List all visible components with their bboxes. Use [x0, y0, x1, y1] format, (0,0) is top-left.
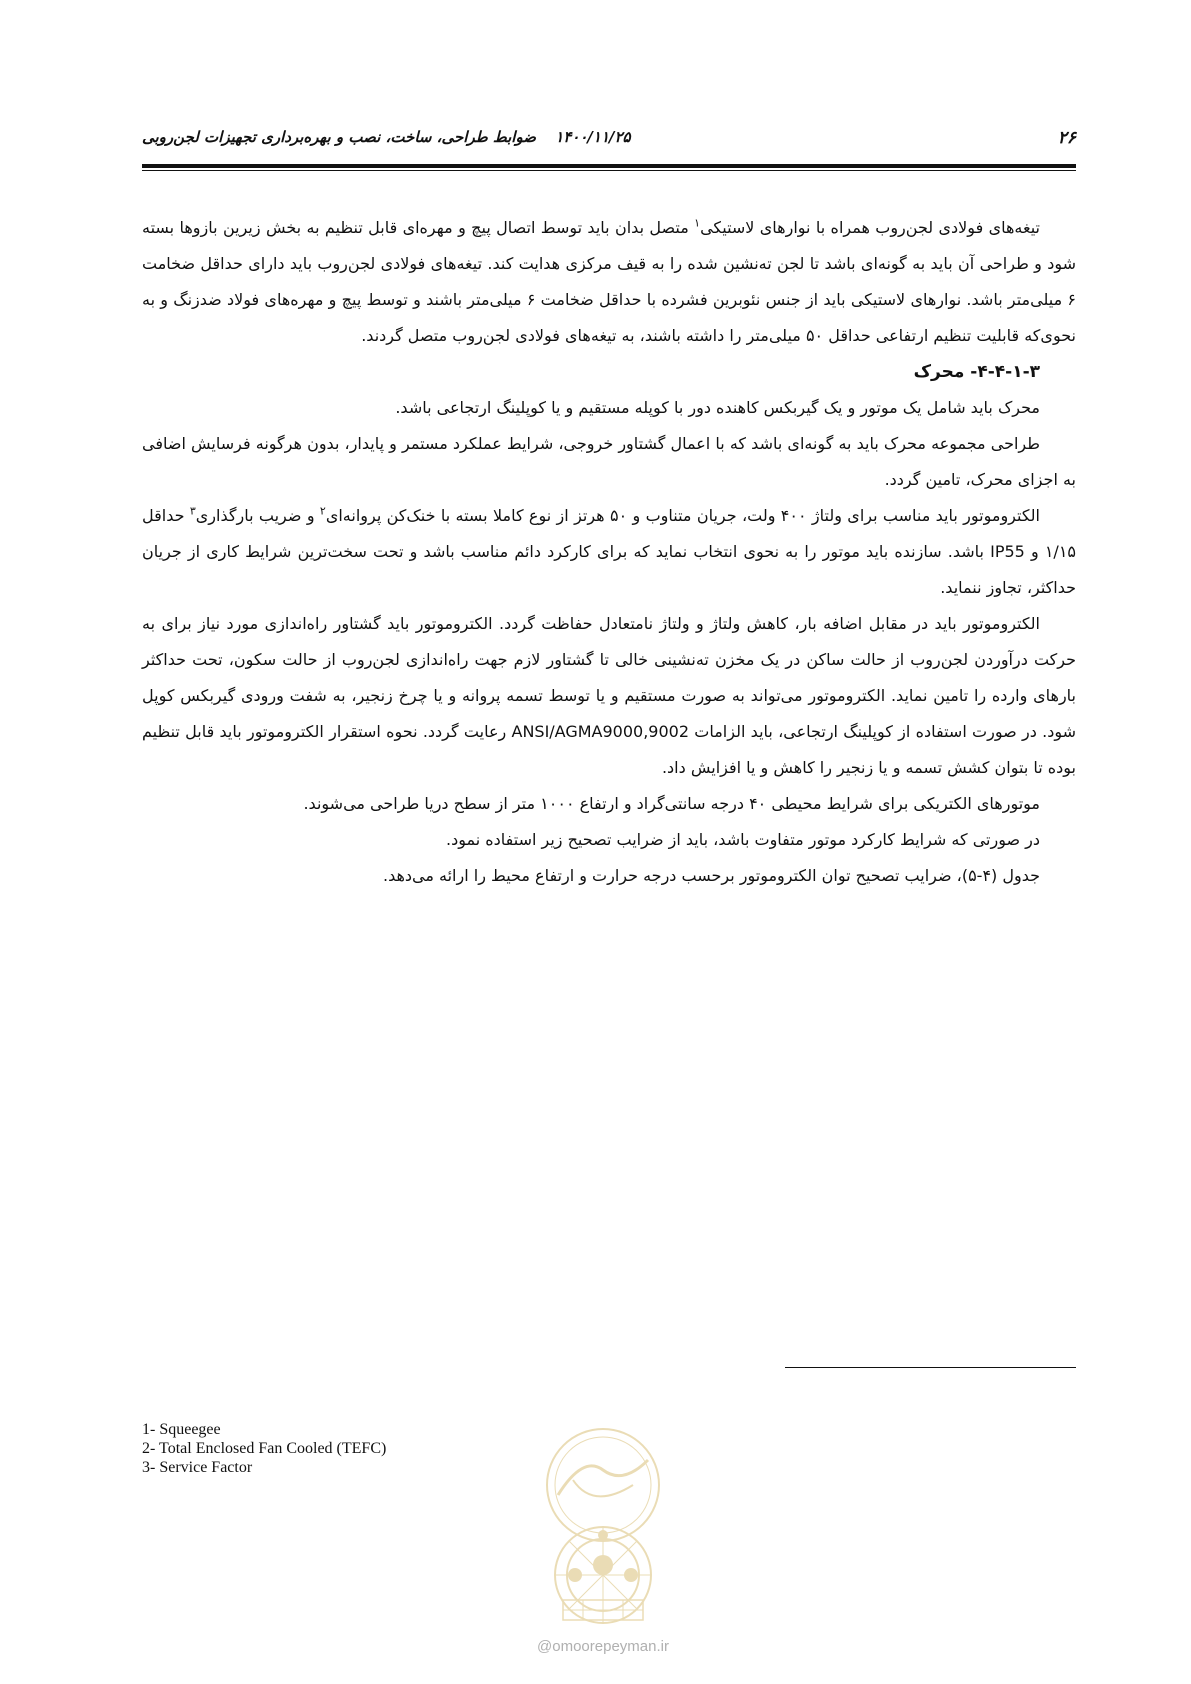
footnote-ref[interactable]: ۳ — [189, 504, 196, 518]
watermark-url: @omoorepeyman.ir — [537, 1638, 669, 1655]
header-rule-thick — [142, 164, 1076, 168]
footnote-3: 3- Service Factor — [142, 1459, 253, 1476]
paragraph-text: تیغه‌های فولادی لجن‌روب همراه با نوارهای لاستیکی — [700, 218, 1040, 237]
section-heading: ۴-۴-۱-۳- محرک — [913, 362, 1040, 382]
seal-icon — [503, 1425, 703, 1635]
paragraph: موتورهای الکتریکی برای شرایط محیطی ۴۰ درجه سانتی‌گراد و ارتفاع ۱۰۰۰ متر از سطح دریا طراحی می‌شوند. — [303, 794, 1040, 813]
footnote-ref[interactable]: ۲ — [319, 504, 326, 518]
footnote-separator — [785, 1367, 1076, 1368]
header-date: ۱۴۰۰/۱۱/۲۵ — [555, 128, 631, 146]
paragraph: جدول (۴-۵)، ضرایب تصحیح توان الکتروموتور برحسب درجه حرارت و ارتفاع محیط را ارائه می‌دهد. — [382, 866, 1040, 885]
page-number: ۲۶ — [1057, 128, 1076, 148]
header-title: ضوابط طراحی، ساخت، نصب و بهره‌برداری تجهیزات لجن‌روبی — [142, 128, 536, 146]
paragraph: محرک باید شامل یک موتور و یک گیربکس کاهنده دور با کوپله مستقیم و یا کوپلینگ ارتجاعی باشد. — [395, 398, 1040, 417]
paragraph-text: حداقل ۱/۱۵ و IP55 باشد. سازنده باید موتور را به نحوی انتخاب نماید که برای کارکرد دائم مناسب باشد و تحت سخت‌ترین شرایط کاری از جریان حداکثر، تجاوز ننماید. — [142, 506, 1076, 597]
paragraph: طراحی مجموعه محرک باید به گونه‌ای باشد که با اعمال گشتاور خروجی، شرایط عملکرد مستمر و پایدار، بدون هرگونه فرسایش اضافی به اجزای محرک، تامین گردد. — [142, 434, 1076, 489]
header-rule-thin — [142, 170, 1076, 171]
footnote-1: 1- Squeegee — [142, 1421, 221, 1438]
paragraph-text: متصل بدان باید توسط اتصال پیچ و مهره‌ای قابل تنظیم به بخش زیرین بازوها بسته شود و طراحی آن باید به گونه‌ای باشد تا لجن ته‌نشین شده را به قیف مرکزی هدایت کند. تیغه‌های فولادی لجن‌روب باید دارای حداقل ضخامت ۶ میلی‌متر باشد. نوارهای لاستیکی باید از جنس نئوبرین فشرده با حداقل ضخامت ۶ میلی‌متر باشند و توسط پیچ و مهره‌های فولاد ضدزنگ و به نحوی‌که قابلیت تنظیم ارتفاعی حداقل ۵۰ میلی‌متر را داشته باشند، به تیغه‌های فولادی لجن‌روب متصل گردند. — [142, 218, 1077, 345]
paragraph: الکتروموتور باید در مقابل اضافه بار، کاهش ولتاژ و ولتاژ نامتعادل حفاظت گردد. الکتروموتور باید گشتاور راه‌اندازی مورد نیاز برای به حرکت درآوردن لجن‌روب از حالت ساکن در یک مخزن ته‌نشینی خالی تا گشتاور لازم جهت راه‌اندازی لجن‌روب از حالت سکون، تحت حداکثر بارهای وارده را تامین نماید. الکتروموتور می‌تواند به صورت مستقیم و یا توسط تسمه پروانه و یا چرخ زنجیر، به شفت ورودی گیربکس کوپل شود. در صورت استفاده از کوپلینگ ارتجاعی، باید الزامات ANSI/AGMA9000,9002 رعایت گردد. نحوه استقرار الکتروموتور باید قابل تنظیم بوده تا بتوان کشش تسمه و یا زنجیر را کاهش و یا افزایش داد. — [142, 614, 1076, 777]
paragraph-text: الکتروموتور باید مناسب برای ولتاژ ۴۰۰ ولت، جریان متناوب و ۵۰ هرتز از نوع کاملا بسته با خنک‌کن پروانه‌ای — [325, 506, 1040, 525]
paragraph: در صورتی که شرایط کارکرد موتور متفاوت باشد، باید از ضرایب تصحیح زیر استفاده نمود. — [446, 830, 1040, 849]
running-title — [142, 128, 631, 146]
body-text — [142, 210, 1076, 894]
footnote-ref[interactable]: ۱ — [694, 216, 701, 230]
paragraph — [142, 498, 1076, 606]
watermark-logo — [503, 1425, 703, 1635]
footnote-2: 2- Total Enclosed Fan Cooled (TEFC) — [142, 1440, 387, 1457]
paragraph-text: و ضریب بارگذاری — [195, 506, 320, 525]
page-header — [142, 128, 1076, 162]
footnotes — [142, 1420, 386, 1477]
paragraph — [142, 210, 1076, 354]
